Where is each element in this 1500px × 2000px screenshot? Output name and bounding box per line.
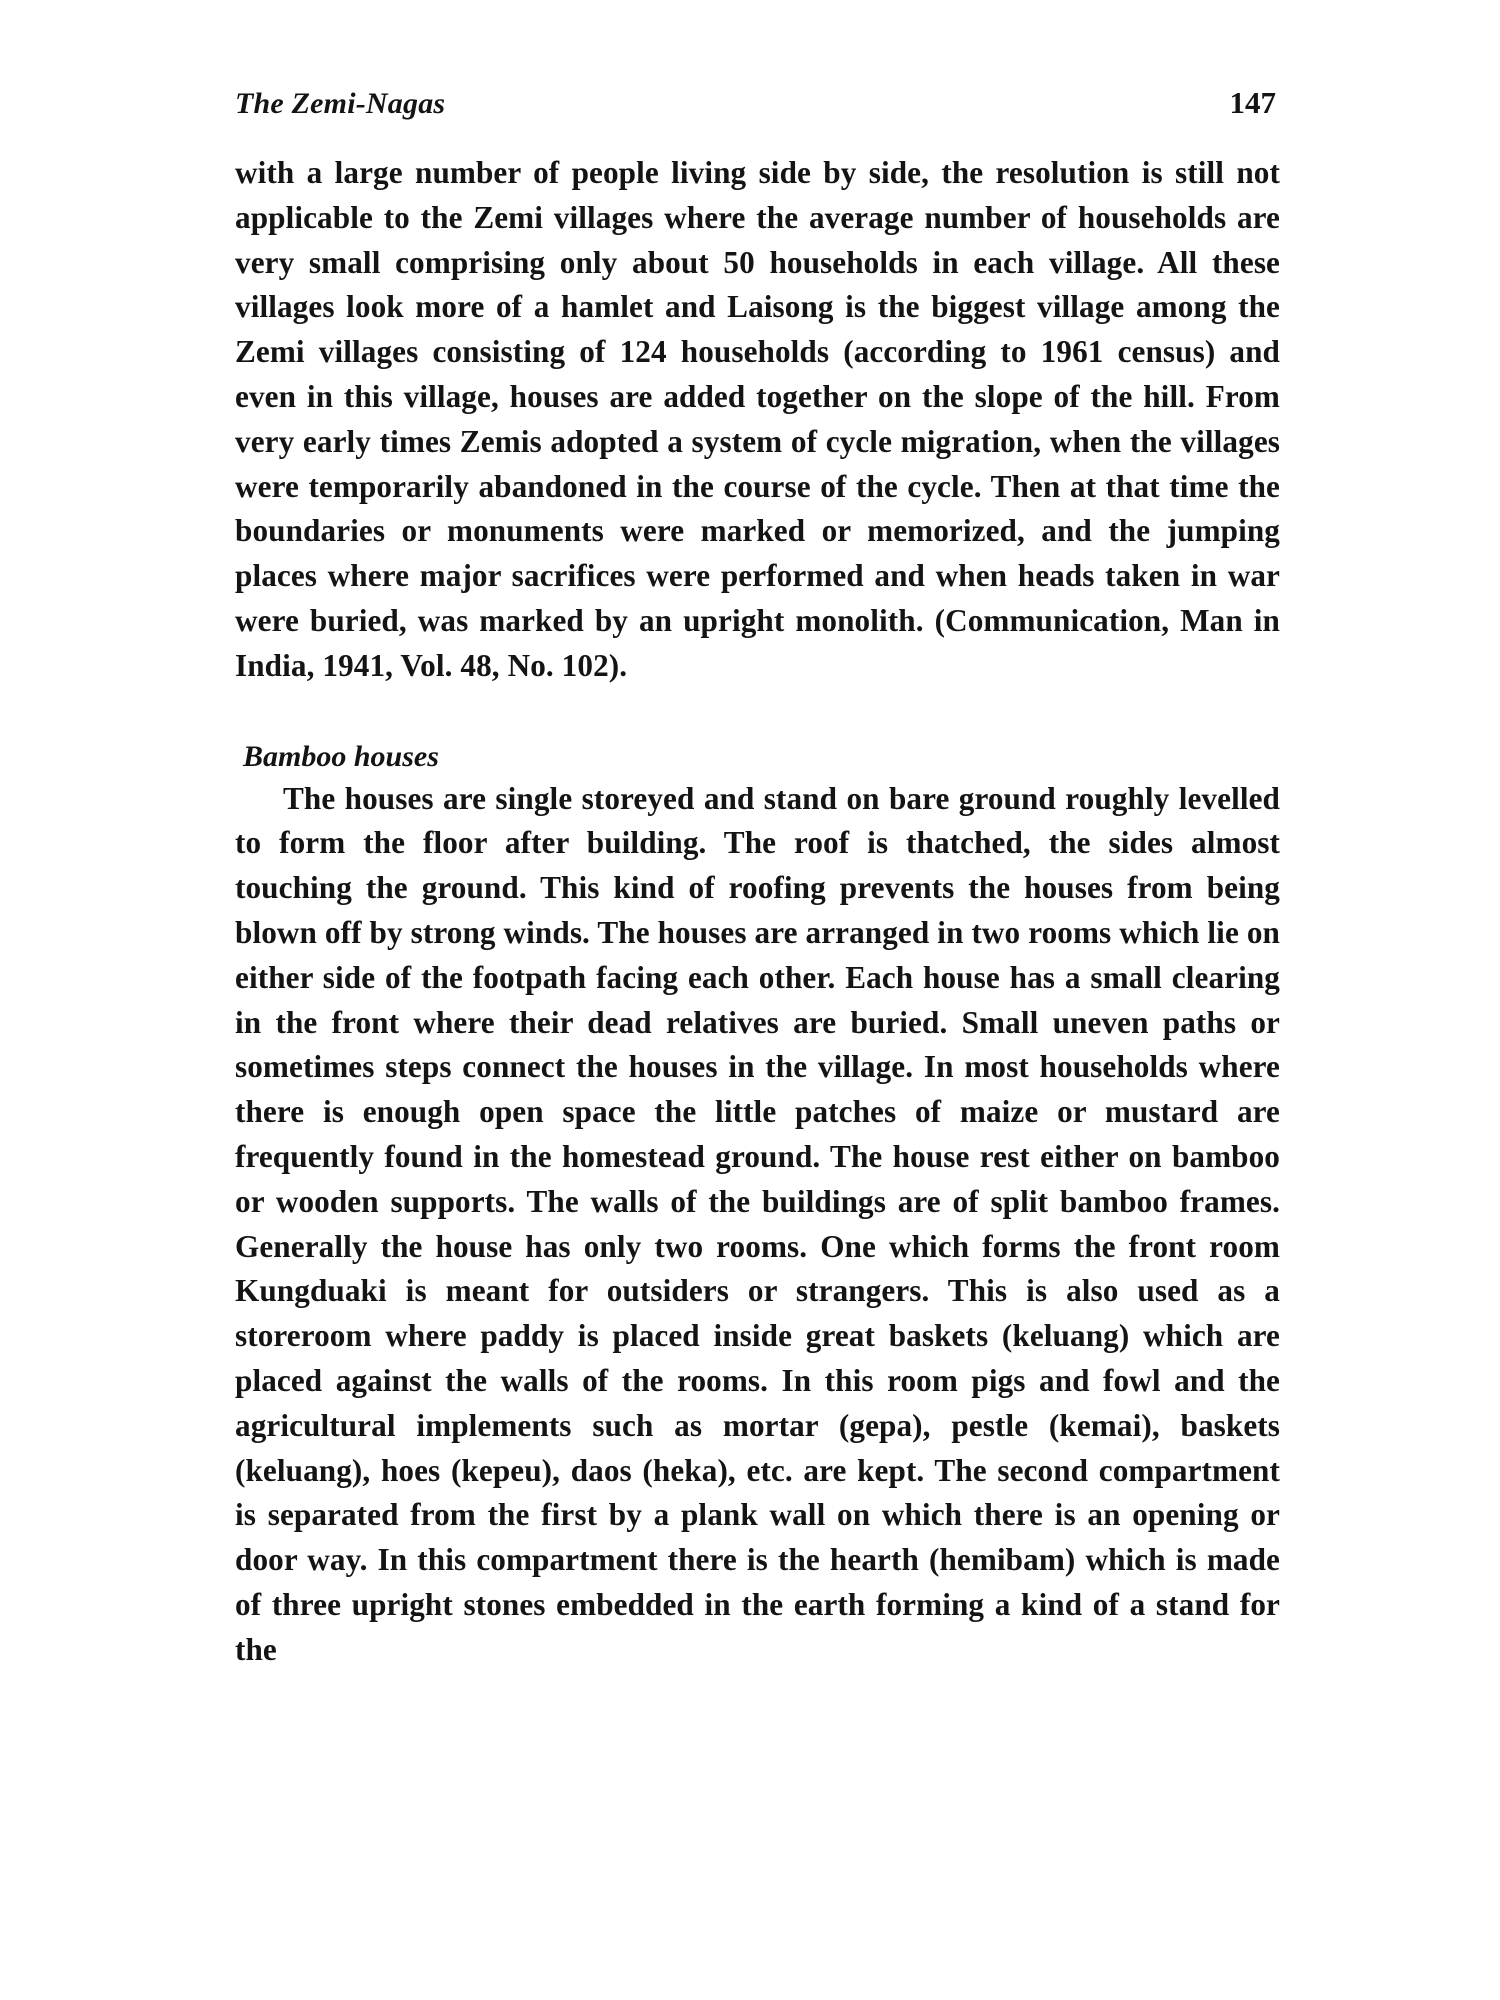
paragraph-bamboo-houses: The houses are single storeyed and stand on bare ground roughly levelled to form the floor after building. The roof is thatched, the sides almost touching the ground. This kind of roofing prevents the houses from being blown off by strong winds. The houses are arranged in two rooms which lie on either side of the footpath facing each other. Each house has a small clearing in the front where their dead relatives are buried. Small uneven paths or sometimes steps connect the houses in the village. In most households where there is enough open space the little patches of maize or mustard are frequently found in the homestead ground. The house rest either on bamboo or wooden supports. The walls of the buildings are of split bamboo frames. Generally the house has only two rooms. One which forms the front room Kungduaki is meant for outsiders or strangers. This is also used as a storeroom where paddy is placed inside great baskets (keluang) which are placed against the walls of the rooms. In this room pigs and fowl and the agricultural implements such as mortar (gepa), pestle (kemai), baskets (keluang), hoes (kepeu), daos (heka), etc. are kept. The second compartment is separated from the first by a plank wall on which there is an opening or door way. In this compartment there is the hearth (hemibam) which is made of three upright stones embedded in the earth forming a kind of a stand for the bbox=[235, 780, 1280, 1667]
book-title: The Zemi-Nagas bbox=[235, 87, 446, 120]
page-number: 147 bbox=[1229, 85, 1276, 120]
paragraph-settlement: with a large number of people living side by side, the resolution is still not applicable to the Zemi villages where the average number of households are very small comprising only about 50 households in each village. All these villages look more of a hamlet and Laisong is the biggest village among the Zemi villages consisting of 124 households (according to 1961 census) and even in this village, houses are added together on the slope of the hill. From very early times Zemis adopted a system of cycle migration, when the villages were temporarily abandoned in the course of the cycle. Then at that time the boundaries or monuments were marked or memorized, and the jumping places where major sacrifices were performed and when heads taken in war were buried, was marked by an upright monolith. (Communication, Man in India, 1941, Vol. 48, No. 102). bbox=[235, 155, 1280, 683]
section-heading: Bamboo houses bbox=[243, 739, 439, 773]
book-page bbox=[235, 85, 1280, 1673]
running-header bbox=[235, 85, 1280, 145]
